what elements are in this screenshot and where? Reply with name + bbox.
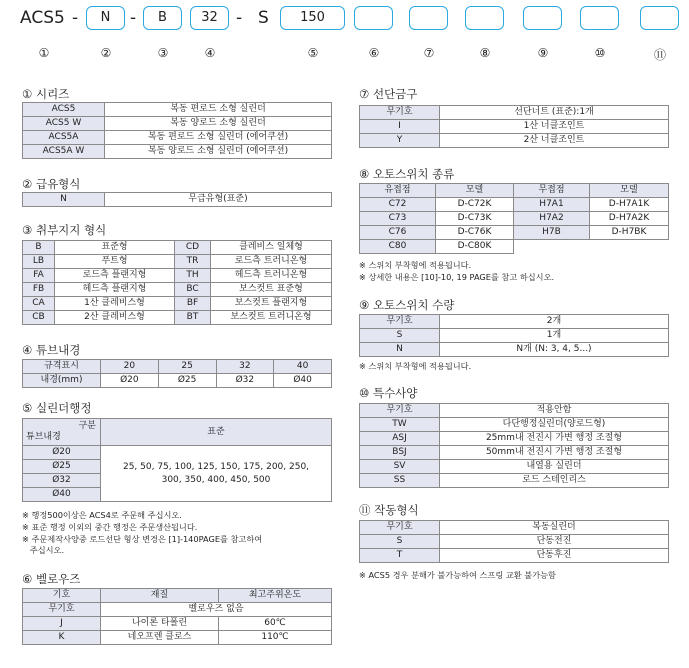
mount-code: CA — [23, 297, 55, 311]
bore-label: 규격표시 — [23, 360, 101, 374]
special-desc: 내열용 실린더 — [440, 460, 669, 474]
stroke-values-line1: 25, 50, 75, 100, 125, 150, 175, 200, 250, — [122, 461, 310, 472]
switch-header: 유접점 — [360, 184, 436, 198]
empty-cell — [514, 240, 590, 254]
table-row — [360, 418, 669, 432]
stroke-note: 주십시오. — [22, 545, 65, 555]
table-row — [23, 269, 332, 283]
dash: - — [236, 8, 243, 28]
series-table — [22, 102, 332, 159]
mount-desc: 보스컷트 플랜지형 — [211, 297, 332, 311]
switch-note: ※ 스위치 부착형에 적용됩니다. — [359, 260, 472, 270]
switch-header: 무접점 — [514, 184, 590, 198]
table-row — [360, 474, 669, 488]
code-box-2: B — [143, 6, 182, 30]
switch-code: C72 — [360, 198, 436, 212]
mount-code: B — [23, 241, 55, 255]
operation-desc: 복동실린더 — [440, 521, 669, 535]
mount-code: BF — [175, 297, 211, 311]
switch-header: 모델 — [436, 184, 514, 198]
series-desc: 복동 양로드 소형 실린더 — [105, 117, 332, 131]
section-title-mounting: ③ 취부지지 형식 — [22, 223, 107, 237]
mount-code: FA — [23, 269, 55, 283]
stroke-corner-header — [23, 419, 101, 446]
table-row — [23, 103, 332, 117]
bore-diameter: Ø32 — [216, 374, 274, 388]
qty-note: ※ 스위치 부착형에 적용됩니다. — [359, 361, 472, 371]
operation-code: S — [360, 535, 440, 549]
bore-table — [22, 359, 332, 388]
switch-qty-table — [359, 314, 669, 357]
mount-desc: 1산 클레비스형 — [55, 297, 175, 311]
dash: - — [130, 8, 137, 28]
series-prefix: ACS5 — [20, 8, 65, 28]
switch-header: 모델 — [590, 184, 669, 198]
code-box-11 — [640, 6, 679, 30]
mount-code: BC — [175, 283, 211, 297]
code-box-7 — [409, 6, 448, 30]
bellows-table — [22, 588, 332, 645]
lube-desc: 무급유형(표준) — [105, 193, 332, 207]
table-row — [360, 460, 669, 474]
special-table — [359, 403, 669, 488]
code-box-6 — [354, 6, 393, 30]
code-box-9 — [523, 6, 562, 30]
table-row — [23, 360, 332, 374]
qty-code: 무기호 — [360, 315, 440, 329]
bellows-temp: 60℃ — [219, 617, 332, 631]
special-desc: 25mm내 전진시 가변 행정 조절형 — [440, 432, 669, 446]
bore-diameter: Ø25 — [158, 374, 216, 388]
mount-desc: 보스컷트 트러니온형 — [211, 311, 332, 325]
bellows-code: 무기호 — [23, 603, 101, 617]
bore-diameter: Ø20 — [101, 374, 159, 388]
s-letter: S — [258, 8, 269, 28]
special-desc: 50mm내 전진시 가변 행정 조절형 — [440, 446, 669, 460]
lubrication-table — [22, 192, 332, 207]
series-desc: 복동 편로드 소형 실린더 (에어쿠션) — [105, 131, 332, 145]
lube-code: N — [23, 193, 105, 207]
table-row — [23, 255, 332, 269]
table-row — [360, 120, 669, 134]
switch-model: D-C76K — [436, 226, 514, 240]
code-box-10 — [580, 6, 619, 30]
table-row — [360, 198, 669, 212]
table-row — [360, 404, 669, 418]
table-row — [360, 184, 669, 198]
mount-desc: 2산 클레비스형 — [55, 311, 175, 325]
table-row — [360, 446, 669, 460]
table-row — [360, 549, 669, 563]
bellows-desc: 벨로우즈 없음 — [101, 603, 332, 617]
operation-desc: 단동전진 — [440, 535, 669, 549]
bore-label: 내경(mm) — [23, 374, 101, 388]
stroke-note: ※ 표준 행정 이외의 중간 행정은 주문생산됩니다. — [22, 522, 198, 532]
mount-desc: 헤드측 플랜지형 — [55, 283, 175, 297]
special-code: ASJ — [360, 432, 440, 446]
qty-desc: 2개 — [440, 315, 669, 329]
rod-end-code: Y — [360, 134, 440, 148]
index-1: ① — [38, 46, 50, 60]
bellows-header: 기호 — [23, 589, 101, 603]
table-row — [23, 193, 332, 207]
section-title-lubrication: ② 급유형식 — [22, 177, 81, 191]
table-row — [360, 329, 669, 343]
mount-desc: 헤드측 트러니온형 — [211, 269, 332, 283]
index-5: ⑤ — [307, 46, 319, 60]
bellows-code: J — [23, 617, 101, 631]
table-row — [360, 535, 669, 549]
bore-size: 40 — [274, 360, 332, 374]
table-row — [360, 343, 669, 357]
special-desc: 로드 스테인리스 — [440, 474, 669, 488]
table-row — [23, 589, 332, 603]
section-title-series: ① 시리즈 — [22, 87, 70, 101]
bellows-material: 나이론 타폴린 — [101, 617, 219, 631]
stroke-bore: Ø20 — [23, 446, 101, 460]
stroke-note: ※ 주문제작사양중 로드선단 형상 변경은 [1]-140PAGE를 참고하여 — [22, 534, 263, 544]
stroke-note: ※ 행정500이상은 ACS4로 주문해 주십시오. — [22, 510, 182, 520]
index-8: ⑧ — [479, 46, 491, 60]
switch-code: C73 — [360, 212, 436, 226]
mount-desc: 클레비스 일체형 — [211, 241, 332, 255]
switch-code: H7A1 — [514, 198, 590, 212]
stroke-header-category: 구분 — [78, 421, 96, 431]
table-row — [23, 631, 332, 645]
code-box-8 — [465, 6, 504, 30]
mount-code: CD — [175, 241, 211, 255]
stroke-header-bore: 튜브내경 — [26, 432, 61, 442]
mount-desc: 표준형 — [55, 241, 175, 255]
switch-code: H7A2 — [514, 212, 590, 226]
series-code: ACS5A — [23, 131, 105, 145]
index-2: ② — [100, 46, 112, 60]
special-code: 무기호 — [360, 404, 440, 418]
operation-table — [359, 520, 669, 563]
index-11: ⑪ — [653, 48, 666, 62]
section-title-switch-qty: ⑨ 오토스위치 수량 — [359, 298, 455, 312]
series-desc: 복동 양로드 소형 실린더 (에어쿠션) — [105, 145, 332, 159]
bellows-material: 네오프렌 클로스 — [101, 631, 219, 645]
qty-code: S — [360, 329, 440, 343]
table-row — [23, 374, 332, 388]
table-row — [360, 315, 669, 329]
stroke-table — [22, 418, 332, 502]
bore-size: 32 — [216, 360, 274, 374]
series-code: ACS5 W — [23, 117, 105, 131]
qty-desc: 1개 — [440, 329, 669, 343]
special-desc: 적용안함 — [440, 404, 669, 418]
stroke-bore: Ø25 — [23, 460, 101, 474]
operation-desc: 단동후진 — [440, 549, 669, 563]
special-code: SV — [360, 460, 440, 474]
mount-desc: 보스컷트 표준형 — [211, 283, 332, 297]
section-title-rod-end: ⑦ 선단금구 — [359, 87, 418, 101]
section-title-switch-type: ⑧ 오토스위치 종류 — [359, 167, 455, 181]
table-row — [23, 603, 332, 617]
mount-code: CB — [23, 311, 55, 325]
stroke-header-standard: 표준 — [101, 419, 332, 446]
section-title-stroke: ⑤ 실린더행정 — [22, 401, 92, 415]
table-row — [360, 226, 669, 240]
mount-code: LB — [23, 255, 55, 269]
table-row — [23, 297, 332, 311]
bore-size: 25 — [158, 360, 216, 374]
rod-end-code: I — [360, 120, 440, 134]
index-3: ③ — [157, 46, 169, 60]
series-code: ACS5 — [23, 103, 105, 117]
switch-model: D-C80K — [436, 240, 514, 254]
table-row — [360, 134, 669, 148]
table-row — [23, 241, 332, 255]
rod-end-desc: 2산 너클조인트 — [440, 134, 669, 148]
mount-desc: 푸트형 — [55, 255, 175, 269]
switch-model: D-H7A2K — [590, 212, 669, 226]
bellows-header: 재질 — [101, 589, 219, 603]
table-row — [23, 145, 332, 159]
index-4: ④ — [204, 46, 216, 60]
index-7: ⑦ — [423, 46, 435, 60]
switch-model: D-C73K — [436, 212, 514, 226]
operation-code: 무기호 — [360, 521, 440, 535]
switch-model: D-H7BK — [590, 226, 669, 240]
section-title-bellows: ⑥ 벨로우즈 — [22, 572, 81, 586]
stroke-bore: Ø32 — [23, 474, 101, 488]
table-row — [23, 311, 332, 325]
qty-desc: N개 (N: 3, 4, 5...) — [440, 343, 669, 357]
index-9: ⑨ — [537, 46, 549, 60]
mount-desc: 로드측 플랜지형 — [55, 269, 175, 283]
special-code: SS — [360, 474, 440, 488]
operation-note: ※ ACS5 경우 분해가 불가능하여 스프링 교환 불가능함 — [359, 570, 556, 580]
special-code: TW — [360, 418, 440, 432]
bellows-code: K — [23, 631, 101, 645]
table-row — [23, 117, 332, 131]
bore-size: 20 — [101, 360, 159, 374]
empty-cell — [590, 240, 669, 254]
table-row — [23, 446, 332, 460]
section-title-operation: ⑪ 작동형식 — [359, 503, 419, 517]
table-row — [360, 432, 669, 446]
operation-code: T — [360, 549, 440, 563]
table-row — [360, 212, 669, 226]
mount-code: BT — [175, 311, 211, 325]
switch-note: ※ 상세한 내용은 [10]-10, 19 PAGE를 참고 하십시오. — [359, 272, 555, 282]
code-box-5: 150 — [280, 6, 345, 30]
table-row — [360, 106, 669, 120]
rod-end-code: 무기호 — [360, 106, 440, 120]
stroke-values-line2: 300, 350, 400, 450, 500 — [161, 474, 271, 485]
switch-code: H7B — [514, 226, 590, 240]
switch-code: C80 — [360, 240, 436, 254]
switch-code: C76 — [360, 226, 436, 240]
mounting-table — [22, 240, 332, 325]
special-code: BSJ — [360, 446, 440, 460]
dash: - — [72, 8, 79, 28]
bore-diameter: Ø40 — [274, 374, 332, 388]
rod-end-table — [359, 105, 669, 148]
bellows-temp: 110℃ — [219, 631, 332, 645]
section-title-bore: ④ 튜브내경 — [22, 343, 81, 357]
rod-end-desc: 선단너트 (표준):1개 — [440, 106, 669, 120]
code-box-3: 32 — [190, 6, 229, 30]
table-row — [23, 617, 332, 631]
mount-code: TH — [175, 269, 211, 283]
table-row — [360, 240, 669, 254]
table-row — [23, 419, 332, 446]
table-row — [360, 521, 669, 535]
qty-code: N — [360, 343, 440, 357]
series-code: ACS5A W — [23, 145, 105, 159]
stroke-bore: Ø40 — [23, 488, 101, 502]
rod-end-desc: 1산 너클조인트 — [440, 120, 669, 134]
table-row — [23, 131, 332, 145]
mount-desc: 로드측 트러니온형 — [211, 255, 332, 269]
code-box-1: N — [86, 6, 125, 30]
table-row — [23, 283, 332, 297]
index-10: ⑩ — [594, 46, 606, 60]
special-desc: 다단행정실린더(양로드형) — [440, 418, 669, 432]
switch-model: D-C72K — [436, 198, 514, 212]
index-6: ⑥ — [368, 46, 380, 60]
series-desc: 복동 편로드 소형 실린더 — [105, 103, 332, 117]
mount-code: TR — [175, 255, 211, 269]
switch-model: D-H7A1K — [590, 198, 669, 212]
switch-type-table — [359, 183, 669, 254]
bellows-header: 최고주위온도 — [219, 589, 332, 603]
section-title-special: ⑩ 특수사양 — [359, 386, 418, 400]
mount-code: FB — [23, 283, 55, 297]
stroke-standard-values — [101, 446, 332, 502]
